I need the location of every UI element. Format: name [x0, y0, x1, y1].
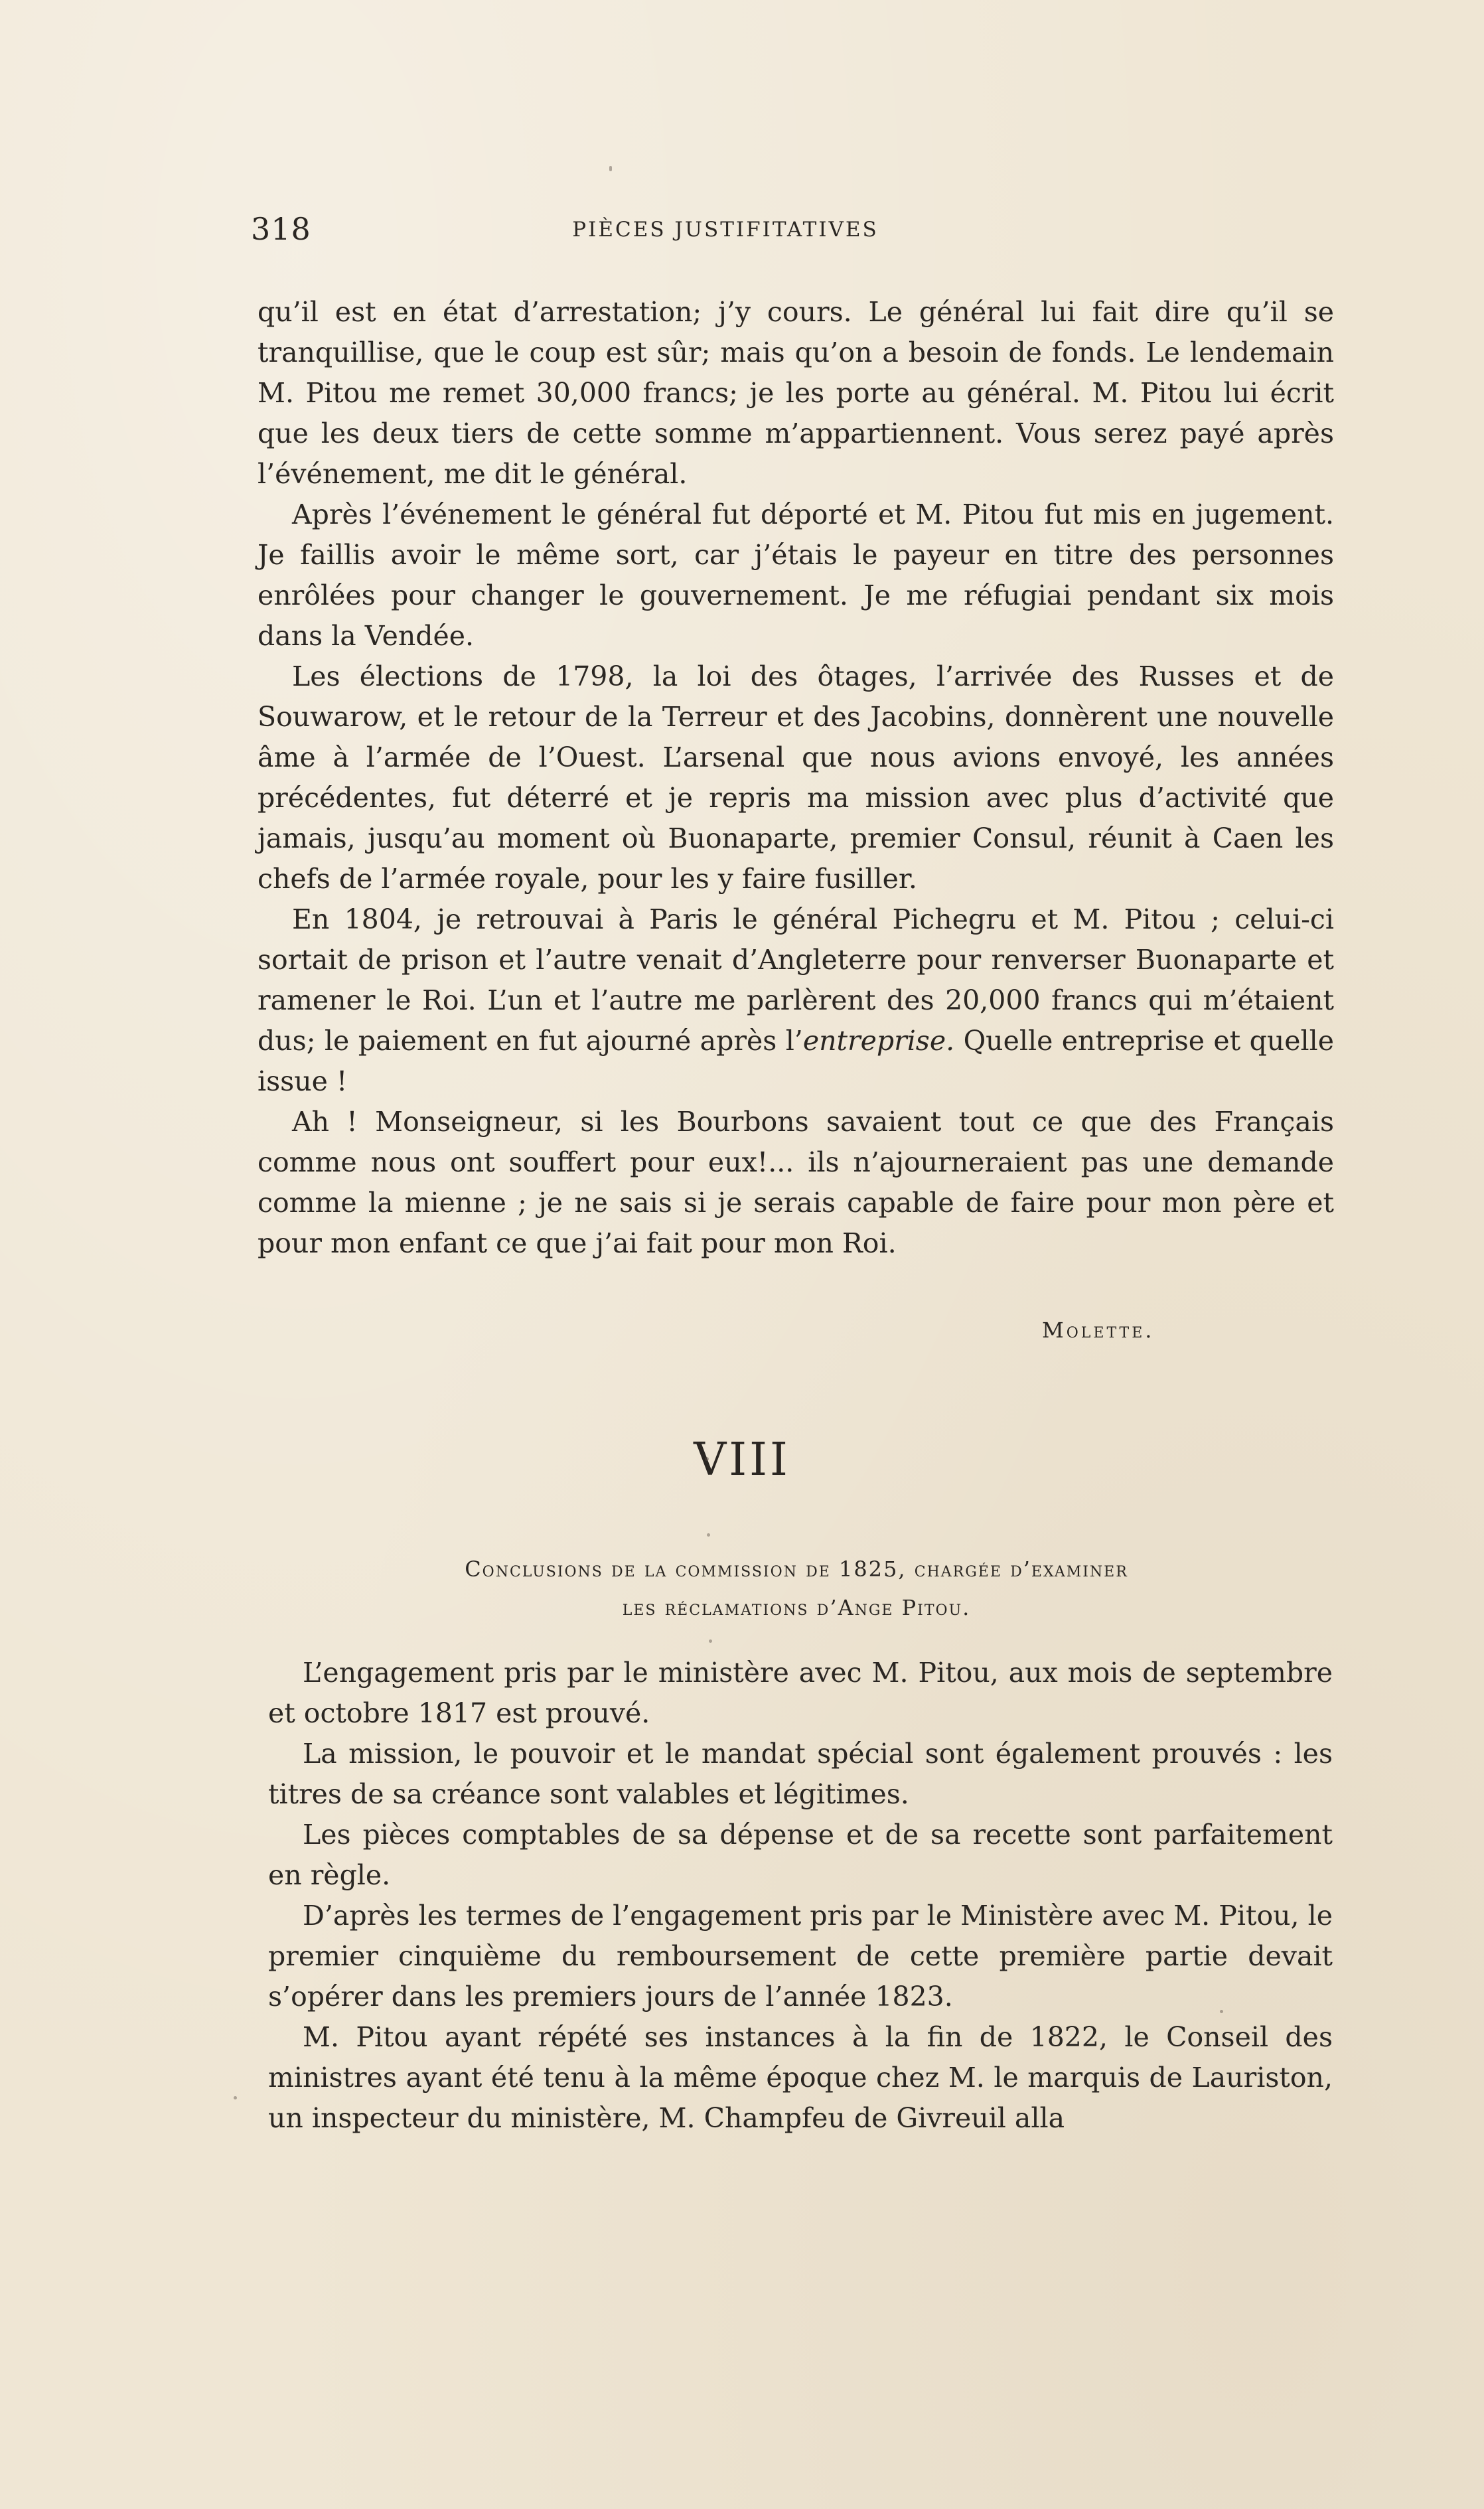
paragraph: L’engagement pris par le ministère avec M. Pitou, aux mois de septembre et octobre 1817 est prouvé.	[268, 1657, 1333, 1729]
section-title-line: les réclamations d’Ange Pitou.	[622, 1595, 971, 1620]
paragraph: Après l’événement le général fut déporté et M. Pitou fut mis en jugement. Je faillis avoir le même sort, car j’étais le payeur en titre des personnes enrôlées pour changer le gouvernement. Je me réfugiai pendant six mois dans la Vendée.	[258, 498, 1334, 652]
paragraph	[258, 899, 1334, 1102]
ink-speck	[707, 1533, 710, 1537]
signature: Molette.	[1042, 1318, 1155, 1343]
paragraph-text: En 1804, je retrouvai à Paris le général Pichegru et M. Pitou ; celui-ci sortait de prison et l’autre venait d’Angleterre pour renverser Buonaparte et ramener le Roi. L’un et l’autre me parlèrent des 20,000 francs qui m’étaient dus; le paiement en fut ajourné après l’	[258, 903, 1334, 1057]
paragraph: qu’il est en état d’arrestation; j’y cours. Le général lui fait dire qu’il se tranquillise, que le coup est sûr; mais qu’on a besoin de fonds. Le lendemain M. Pitou me remet 30,000 francs; je les porte au général. M. Pitou lui écrit que les deux tiers de cette somme m’appartiennent. Vous serez payé après l’événement, me dit le général.	[258, 296, 1334, 490]
ink-speck	[705, 1457, 709, 1461]
section-title	[292, 1550, 1301, 1627]
italic-word: entreprise.	[802, 1025, 955, 1057]
paragraph-text: Quelle entreprise et quelle issue !	[258, 1025, 1334, 1097]
page-header	[251, 211, 1329, 251]
paragraph: Ah ! Monseigneur, si les Bourbons savaient tout ce que des Français comme nous ont souffert pour eux!... ils n’ajourneraient pas une demande comme la mienne ; je ne sais si je serais capable de faire pour mon père et pour mon enfant ce que j’ai fait pour mon Roi.	[258, 1106, 1334, 1259]
paragraph: Les pièces comptables de sa dépense et de sa recette sont parfaitement en règle.	[268, 1819, 1333, 1891]
page-number: 318	[251, 211, 311, 247]
conclusions-body	[268, 1653, 1333, 2139]
ink-speck	[709, 1639, 712, 1643]
letter-body	[258, 292, 1334, 1264]
ink-speck	[609, 166, 612, 171]
running-head: PIÈCES JUSTIFITATIVES	[572, 218, 879, 242]
section-title-line: Conclusions de la commission de 1825, chargée d’examiner	[465, 1557, 1128, 1582]
ink-speck	[1220, 2010, 1223, 2013]
section-number: VIII	[694, 1434, 790, 1486]
paragraph: La mission, le pouvoir et le mandat spécial sont également prouvés : les titres de sa créance sont valables et légitimes.	[268, 1738, 1333, 1810]
paragraph: D’après les termes de l’engagement pris par le Ministère avec M. Pitou, le premier cinquième du remboursement de cette première partie devait s’opérer dans les premiers jours de l’année 1823.	[268, 1900, 1333, 2013]
ink-speck	[234, 2096, 237, 2099]
paragraph: M. Pitou ayant répété ses instances à la fin de 1822, le Conseil des ministres ayant été tenu à la même époque chez M. le marquis de Lauriston, un inspecteur du ministère, M. Champfeu de Givreuil alla	[268, 2021, 1333, 2134]
paragraph: Les élections de 1798, la loi des ôtages, l’arrivée des Russes et de Souwarow, et le retour de la Terreur et des Jacobins, donnèrent une nouvelle âme à l’armée de l’Ouest. L’arsenal que nous avions envoyé, les années précédentes, fut déterré et je repris ma mission avec plus d’activité que jamais, jusqu’au moment où Buonaparte, premier Consul, réunit à Caen les chefs de l’armée royale, pour les y faire fusiller.	[258, 660, 1334, 895]
